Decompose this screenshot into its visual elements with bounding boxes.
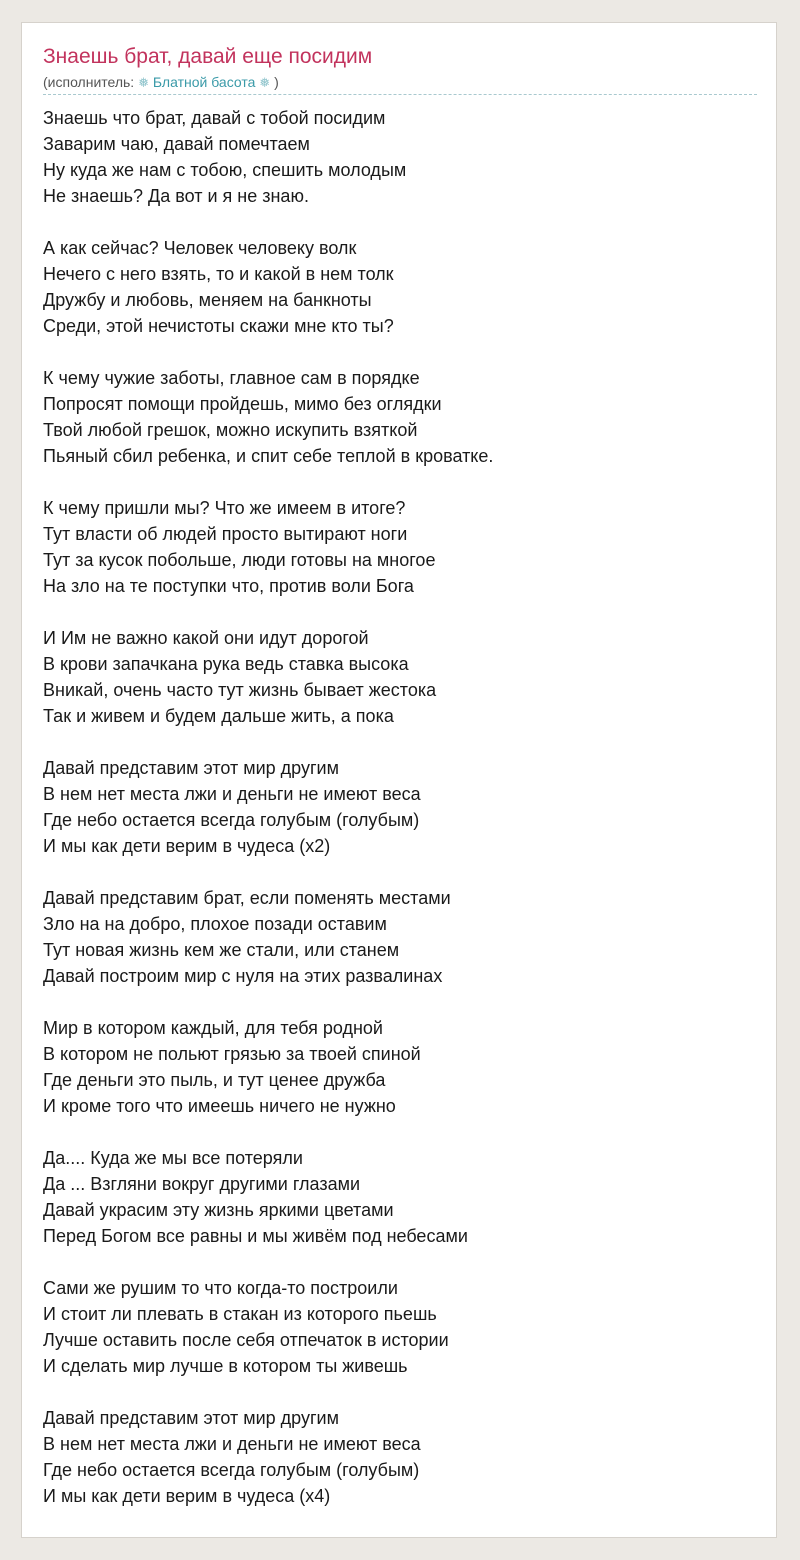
lyric-line: И мы как дети верим в чудеса (x4) (43, 1486, 331, 1506)
lyric-line: Мир в котором каждый, для тебя родной (43, 1018, 383, 1038)
stanza-gap (43, 1379, 757, 1405)
lyric-line: Где небо остается всегда голубым (голубым) (43, 810, 420, 830)
lyric-line: Давай представим брат, если поменять местами (43, 888, 451, 908)
lyric-line: Давай украсим эту жизнь яркими цветами (43, 1200, 394, 1220)
stanza-gap (43, 1119, 757, 1145)
lyric-line: Дружбу и любовь, меняем на банкноты (43, 290, 372, 310)
lyric-line: Знаешь что брат, давай с тобой посидим (43, 108, 386, 128)
stanza-gap (43, 989, 757, 1015)
lyric-line: Тут за кусок побольше, люди готовы на многое (43, 550, 436, 570)
song-title: Знаешь брат, давай еще посидим (43, 45, 373, 68)
artist-link[interactable] (138, 74, 274, 90)
lyric-line: Зло на на добро, плохое позади оставим (43, 914, 387, 934)
lyric-line: Давай представим этот мир другим (43, 1408, 339, 1428)
lyrics-card (21, 22, 777, 1538)
lyric-line: Да.... Куда же мы все потеряли (43, 1148, 303, 1168)
lyric-line: Перед Богом все равны и мы живём под небесами (43, 1226, 468, 1246)
lyric-line: Попросят помощи пройдешь, мимо без оглядки (43, 394, 442, 414)
lyric-line: И стоит ли плевать в стакан из которого пьешь (43, 1304, 437, 1324)
lyric-line: Сами же рушим то что когда-то построили (43, 1278, 398, 1298)
lyric-line: В нем нет места лжи и деньги не имеют веса (43, 784, 421, 804)
lyric-line: И мы как дети верим в чудеса (x2) (43, 836, 331, 856)
lyric-line: На зло на те поступки что, против воли Бога (43, 576, 414, 596)
stanza-gap (43, 209, 757, 235)
snowflake-icon: ❅ (138, 75, 149, 90)
lyric-line: И кроме того что имеешь ничего не нужно (43, 1096, 396, 1116)
lyrics-text (43, 105, 757, 1509)
lyric-line: И сделать мир лучше в котором ты живешь (43, 1356, 408, 1376)
lyric-line: Давай построим мир с нуля на этих развалинах (43, 966, 443, 986)
stanza-gap (43, 599, 757, 625)
lyric-line: А как сейчас? Человек человеку волк (43, 238, 357, 258)
stanza-gap (43, 339, 757, 365)
lyric-line: В котором не польют грязью за твоей спиной (43, 1044, 421, 1064)
lyric-line: И Им не важно какой они идут дорогой (43, 628, 369, 648)
lyric-line: Среди, этой нечистоты скажи мне кто ты? (43, 316, 394, 336)
lyric-line: Ну куда же нам с тобою, спешить молодым (43, 160, 407, 180)
stanza-gap (43, 1249, 757, 1275)
lyric-line: К чему чужие заботы, главное сам в порядке (43, 368, 420, 388)
lyric-line: В крови запачкана рука ведь ставка высока (43, 654, 409, 674)
lyric-line: Где небо остается всегда голубым (голубым) (43, 1460, 420, 1480)
lyric-line: Пьяный сбил ребенка, и спит себе теплой в кроватке. (43, 446, 494, 466)
lyric-line: Так и живем и будем дальше жить, а пока (43, 706, 394, 726)
lyric-line: Нечего с него взять, то и какой в нем толк (43, 264, 394, 284)
stanza-gap (43, 859, 757, 885)
artist-line (43, 73, 279, 92)
title-divider (43, 94, 757, 95)
lyric-line: Заварим чаю, давай помечтаем (43, 134, 310, 154)
stanza-gap (43, 469, 757, 495)
artist-prefix: (исполнитель: (43, 74, 135, 90)
lyric-line: Твой любой грешок, можно искупить взяткой (43, 420, 418, 440)
artist-name: Блатной басота (152, 74, 256, 90)
lyric-line: Лучше оставить после себя отпечаток в истории (43, 1330, 449, 1350)
artist-suffix: ) (274, 74, 279, 90)
lyric-line: Тут новая жизнь кем же стали, или станем (43, 940, 400, 960)
lyric-line: К чему пришли мы? Что же имеем в итоге? (43, 498, 406, 518)
lyric-line: Да ... Взгляни вокруг другими глазами (43, 1174, 361, 1194)
lyric-line: Не знаешь? Да вот и я не знаю. (43, 186, 309, 206)
lyric-line: В нем нет места лжи и деньги не имеют веса (43, 1434, 421, 1454)
lyric-line: Вникай, очень часто тут жизнь бывает жестока (43, 680, 437, 700)
lyric-line: Тут власти об людей просто вытирают ноги (43, 524, 408, 544)
snowflake-icon: ❅ (259, 75, 271, 90)
lyric-line: Где деньги это пыль, и тут ценее дружба (43, 1070, 386, 1090)
stanza-gap (43, 729, 757, 755)
lyric-line: Давай представим этот мир другим (43, 758, 339, 778)
